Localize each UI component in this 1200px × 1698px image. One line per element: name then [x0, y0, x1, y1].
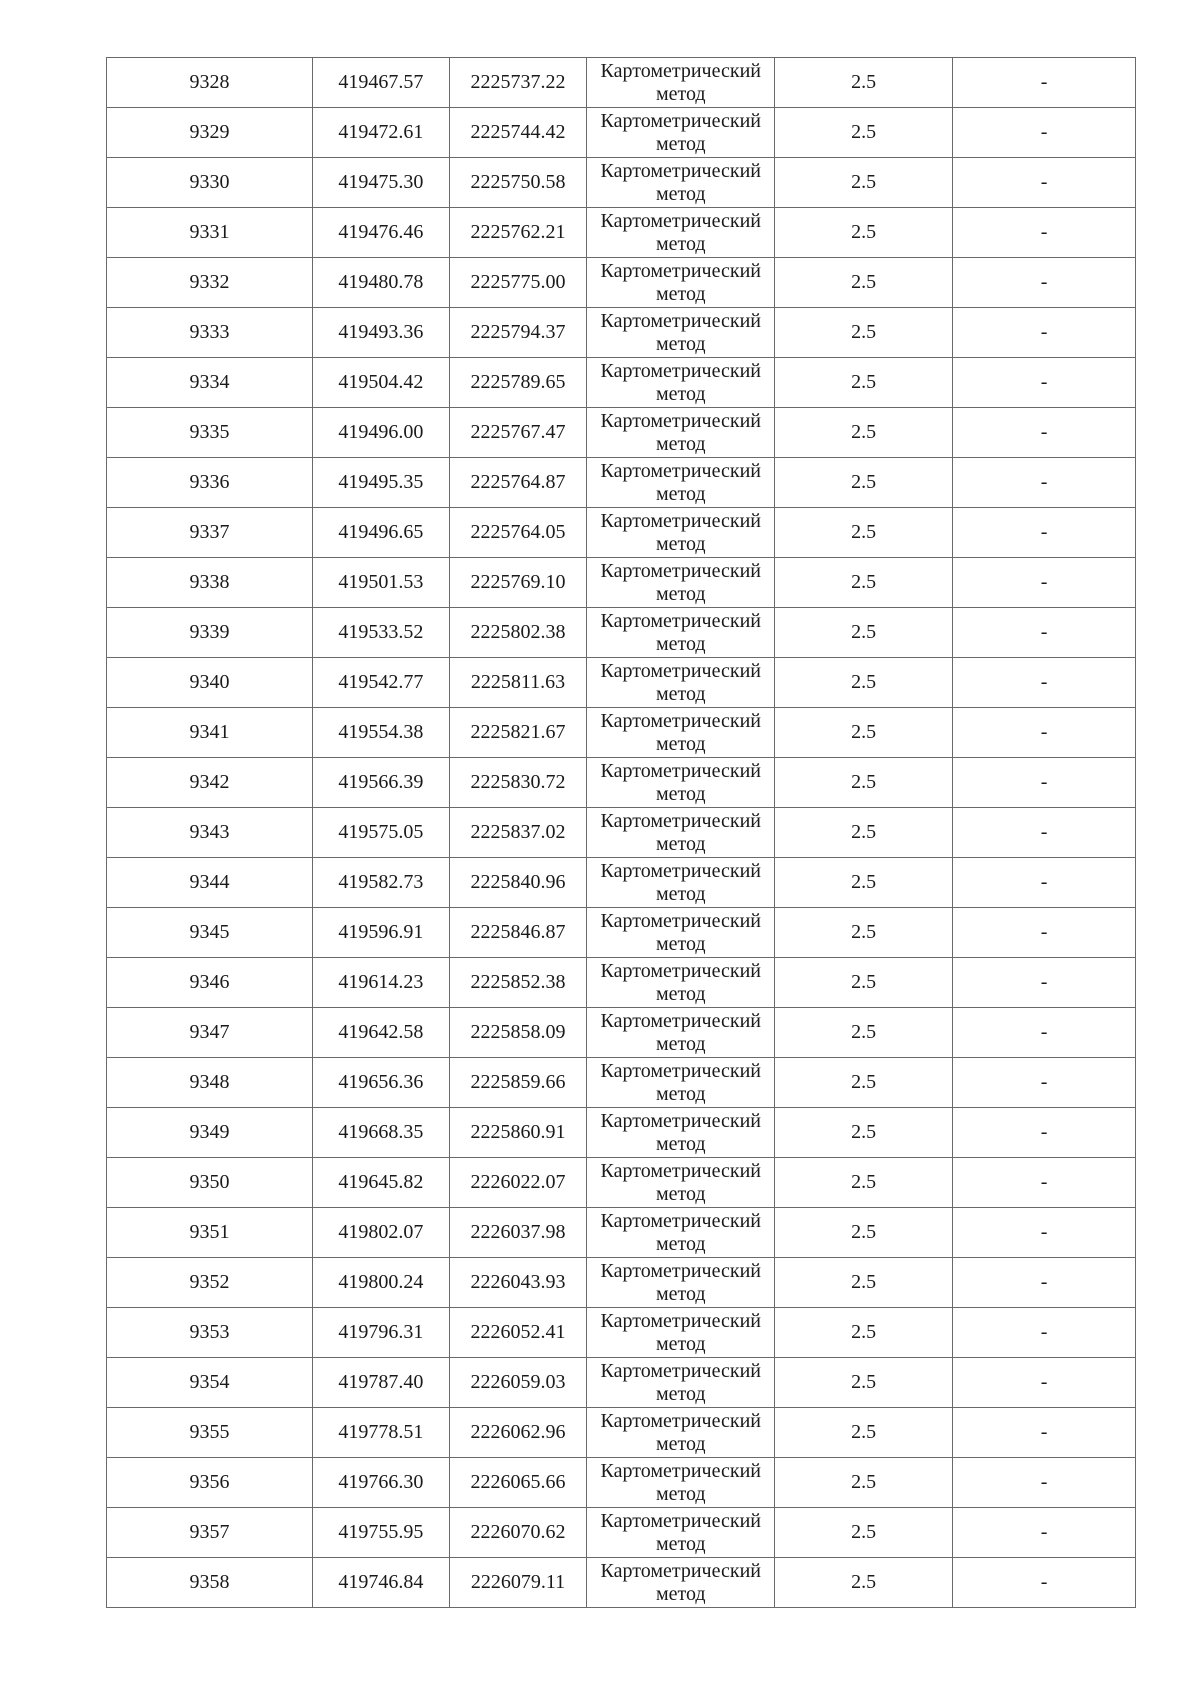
method-line-2: метод [655, 1332, 706, 1355]
note-cell: - [953, 1258, 1136, 1308]
y-coordinate-cell: 2226059.03 [449, 1358, 587, 1408]
x-coordinate-cell: 419656.36 [313, 1058, 450, 1108]
table-row [107, 458, 1136, 508]
method-line-2: метод [655, 382, 706, 405]
point-number-cell: 9358 [107, 1558, 313, 1608]
method-line-1: Картометрический [600, 1559, 761, 1582]
y-coordinate-cell: 2225764.05 [449, 508, 587, 558]
note-cell: - [953, 1408, 1136, 1458]
note-cell: - [953, 1508, 1136, 1558]
accuracy-cell: 2.5 [775, 608, 953, 658]
method-line-2: метод [655, 782, 706, 805]
note-cell: - [953, 908, 1136, 958]
x-coordinate-cell: 419796.31 [313, 1308, 450, 1358]
point-number-cell: 9333 [107, 308, 313, 358]
method-line-2: метод [655, 132, 706, 155]
method-line-1: Картометрический [600, 909, 761, 932]
table-row [107, 658, 1136, 708]
method-line-2: метод [655, 182, 706, 205]
y-coordinate-cell: 2225821.67 [449, 708, 587, 758]
point-number-cell: 9349 [107, 1108, 313, 1158]
method-line-1: Картометрический [600, 1359, 761, 1382]
point-number-cell: 9331 [107, 208, 313, 258]
y-coordinate-cell: 2225744.42 [449, 108, 587, 158]
method-cell [587, 1208, 775, 1258]
method-line-2: метод [655, 832, 706, 855]
accuracy-cell: 2.5 [775, 808, 953, 858]
accuracy-cell: 2.5 [775, 858, 953, 908]
x-coordinate-cell: 419493.36 [313, 308, 450, 358]
method-line-2: метод [655, 1182, 706, 1205]
method-line-2: метод [655, 1032, 706, 1055]
table-row [107, 158, 1136, 208]
method-line-1: Картометрический [600, 559, 761, 582]
x-coordinate-cell: 419645.82 [313, 1158, 450, 1208]
method-cell [587, 1308, 775, 1358]
accuracy-cell: 2.5 [775, 258, 953, 308]
y-coordinate-cell: 2226052.41 [449, 1308, 587, 1358]
accuracy-cell: 2.5 [775, 308, 953, 358]
accuracy-cell: 2.5 [775, 1058, 953, 1108]
note-cell: - [953, 258, 1136, 308]
method-line-2: метод [655, 432, 706, 455]
method-cell [587, 1058, 775, 1108]
y-coordinate-cell: 2225767.47 [449, 408, 587, 458]
point-number-cell: 9337 [107, 508, 313, 558]
method-line-2: метод [655, 1582, 706, 1605]
point-number-cell: 9345 [107, 908, 313, 958]
method-line-1: Картометрический [600, 109, 761, 132]
note-cell: - [953, 1158, 1136, 1208]
y-coordinate-cell: 2225750.58 [449, 158, 587, 208]
accuracy-cell: 2.5 [775, 108, 953, 158]
method-line-2: метод [655, 1482, 706, 1505]
method-line-1: Картометрический [600, 1259, 761, 1282]
method-line-2: метод [655, 682, 706, 705]
point-number-cell: 9353 [107, 1308, 313, 1358]
point-number-cell: 9335 [107, 408, 313, 458]
point-number-cell: 9329 [107, 108, 313, 158]
point-number-cell: 9339 [107, 608, 313, 658]
table-row [107, 558, 1136, 608]
y-coordinate-cell: 2226070.62 [449, 1508, 587, 1558]
note-cell: - [953, 1008, 1136, 1058]
y-coordinate-cell: 2225840.96 [449, 858, 587, 908]
table-row [107, 1258, 1136, 1308]
method-line-1: Картометрический [600, 1459, 761, 1482]
method-line-2: метод [655, 82, 706, 105]
point-number-cell: 9347 [107, 1008, 313, 1058]
method-line-2: метод [655, 1082, 706, 1105]
note-cell: - [953, 1108, 1136, 1158]
method-cell [587, 158, 775, 208]
method-cell [587, 1508, 775, 1558]
method-cell [587, 858, 775, 908]
point-number-cell: 9343 [107, 808, 313, 858]
table-row [107, 1358, 1136, 1408]
x-coordinate-cell: 419778.51 [313, 1408, 450, 1458]
method-cell [587, 1108, 775, 1158]
x-coordinate-cell: 419501.53 [313, 558, 450, 608]
point-number-cell: 9350 [107, 1158, 313, 1208]
x-coordinate-cell: 419566.39 [313, 758, 450, 808]
coordinates-table [106, 57, 1136, 1608]
x-coordinate-cell: 419472.61 [313, 108, 450, 158]
method-cell [587, 308, 775, 358]
accuracy-cell: 2.5 [775, 1108, 953, 1158]
y-coordinate-cell: 2226065.66 [449, 1458, 587, 1508]
method-line-2: метод [655, 1132, 706, 1155]
accuracy-cell: 2.5 [775, 58, 953, 108]
method-line-1: Картометрический [600, 259, 761, 282]
method-cell [587, 408, 775, 458]
method-cell [587, 358, 775, 408]
point-number-cell: 9354 [107, 1358, 313, 1408]
x-coordinate-cell: 419746.84 [313, 1558, 450, 1608]
point-number-cell: 9355 [107, 1408, 313, 1458]
method-cell [587, 558, 775, 608]
y-coordinate-cell: 2226043.93 [449, 1258, 587, 1308]
method-cell [587, 808, 775, 858]
method-line-1: Картометрический [600, 959, 761, 982]
accuracy-cell: 2.5 [775, 908, 953, 958]
y-coordinate-cell: 2225852.38 [449, 958, 587, 1008]
method-cell [587, 708, 775, 758]
accuracy-cell: 2.5 [775, 358, 953, 408]
method-cell [587, 58, 775, 108]
point-number-cell: 9341 [107, 708, 313, 758]
method-line-1: Картометрический [600, 1009, 761, 1032]
method-line-1: Картометрический [600, 1109, 761, 1132]
point-number-cell: 9340 [107, 658, 313, 708]
y-coordinate-cell: 2226022.07 [449, 1158, 587, 1208]
method-line-1: Картометрический [600, 1159, 761, 1182]
point-number-cell: 9357 [107, 1508, 313, 1558]
method-line-2: метод [655, 882, 706, 905]
method-line-1: Картометрический [600, 409, 761, 432]
point-number-cell: 9344 [107, 858, 313, 908]
table-row [107, 508, 1136, 558]
note-cell: - [953, 1458, 1136, 1508]
y-coordinate-cell: 2225737.22 [449, 58, 587, 108]
note-cell: - [953, 1358, 1136, 1408]
table-row [107, 958, 1136, 1008]
accuracy-cell: 2.5 [775, 408, 953, 458]
y-coordinate-cell: 2225859.66 [449, 1058, 587, 1108]
method-line-1: Картометрический [600, 309, 761, 332]
point-number-cell: 9352 [107, 1258, 313, 1308]
method-line-1: Картометрический [600, 809, 761, 832]
method-line-1: Картометрический [600, 759, 761, 782]
method-line-2: метод [655, 1432, 706, 1455]
accuracy-cell: 2.5 [775, 508, 953, 558]
y-coordinate-cell: 2226062.96 [449, 1408, 587, 1458]
method-cell [587, 508, 775, 558]
table-row [107, 1208, 1136, 1258]
method-line-1: Картометрический [600, 159, 761, 182]
method-line-2: метод [655, 1532, 706, 1555]
x-coordinate-cell: 419802.07 [313, 1208, 450, 1258]
method-line-1: Картометрический [600, 1309, 761, 1332]
method-line-2: метод [655, 332, 706, 355]
note-cell: - [953, 808, 1136, 858]
method-line-1: Картометрический [600, 1409, 761, 1432]
accuracy-cell: 2.5 [775, 1358, 953, 1408]
table-row [107, 808, 1136, 858]
table-row [107, 1508, 1136, 1558]
accuracy-cell: 2.5 [775, 208, 953, 258]
method-line-1: Картометрический [600, 59, 761, 82]
table-row [107, 1108, 1136, 1158]
y-coordinate-cell: 2225762.21 [449, 208, 587, 258]
note-cell: - [953, 408, 1136, 458]
x-coordinate-cell: 419787.40 [313, 1358, 450, 1408]
note-cell: - [953, 208, 1136, 258]
method-line-1: Картометрический [600, 709, 761, 732]
x-coordinate-cell: 419542.77 [313, 658, 450, 708]
note-cell: - [953, 1308, 1136, 1358]
note-cell: - [953, 308, 1136, 358]
note-cell: - [953, 158, 1136, 208]
point-number-cell: 9348 [107, 1058, 313, 1108]
table-row [107, 858, 1136, 908]
method-cell [587, 1258, 775, 1308]
x-coordinate-cell: 419668.35 [313, 1108, 450, 1158]
table-row [107, 758, 1136, 808]
y-coordinate-cell: 2225789.65 [449, 358, 587, 408]
x-coordinate-cell: 419596.91 [313, 908, 450, 958]
note-cell: - [953, 1208, 1136, 1258]
method-line-1: Картометрический [600, 1209, 761, 1232]
x-coordinate-cell: 419467.57 [313, 58, 450, 108]
accuracy-cell: 2.5 [775, 1258, 953, 1308]
note-cell: - [953, 858, 1136, 908]
method-cell [587, 208, 775, 258]
accuracy-cell: 2.5 [775, 558, 953, 608]
table-row [107, 1058, 1136, 1108]
accuracy-cell: 2.5 [775, 1208, 953, 1258]
y-coordinate-cell: 2225837.02 [449, 808, 587, 858]
method-line-1: Картометрический [600, 659, 761, 682]
method-line-1: Картометрический [600, 1059, 761, 1082]
point-number-cell: 9330 [107, 158, 313, 208]
accuracy-cell: 2.5 [775, 1308, 953, 1358]
method-line-2: метод [655, 582, 706, 605]
accuracy-cell: 2.5 [775, 1458, 953, 1508]
table-row [107, 708, 1136, 758]
method-line-2: метод [655, 482, 706, 505]
table-row [107, 108, 1136, 158]
method-cell [587, 1358, 775, 1408]
accuracy-cell: 2.5 [775, 658, 953, 708]
point-number-cell: 9351 [107, 1208, 313, 1258]
y-coordinate-cell: 2226079.11 [449, 1558, 587, 1608]
x-coordinate-cell: 419480.78 [313, 258, 450, 308]
x-coordinate-cell: 419475.30 [313, 158, 450, 208]
x-coordinate-cell: 419496.00 [313, 408, 450, 458]
note-cell: - [953, 658, 1136, 708]
point-number-cell: 9356 [107, 1458, 313, 1508]
accuracy-cell: 2.5 [775, 1158, 953, 1208]
method-cell [587, 258, 775, 308]
accuracy-cell: 2.5 [775, 1008, 953, 1058]
y-coordinate-cell: 2225858.09 [449, 1008, 587, 1058]
table-row [107, 1008, 1136, 1058]
method-line-2: метод [655, 982, 706, 1005]
method-line-2: метод [655, 932, 706, 955]
x-coordinate-cell: 419575.05 [313, 808, 450, 858]
method-cell [587, 758, 775, 808]
table-row [107, 208, 1136, 258]
x-coordinate-cell: 419642.58 [313, 1008, 450, 1058]
x-coordinate-cell: 419800.24 [313, 1258, 450, 1308]
method-line-2: метод [655, 232, 706, 255]
note-cell: - [953, 558, 1136, 608]
method-line-2: метод [655, 1282, 706, 1305]
table-row [107, 1408, 1136, 1458]
method-line-1: Картометрический [600, 459, 761, 482]
method-line-1: Картометрический [600, 509, 761, 532]
accuracy-cell: 2.5 [775, 758, 953, 808]
accuracy-cell: 2.5 [775, 1558, 953, 1608]
y-coordinate-cell: 2225794.37 [449, 308, 587, 358]
note-cell: - [953, 608, 1136, 658]
method-line-2: метод [655, 632, 706, 655]
note-cell: - [953, 708, 1136, 758]
method-line-1: Картометрический [600, 1509, 761, 1532]
method-line-2: метод [655, 732, 706, 755]
method-cell [587, 1458, 775, 1508]
table-body [107, 58, 1136, 1608]
accuracy-cell: 2.5 [775, 1508, 953, 1558]
x-coordinate-cell: 419755.95 [313, 1508, 450, 1558]
y-coordinate-cell: 2225764.87 [449, 458, 587, 508]
y-coordinate-cell: 2225775.00 [449, 258, 587, 308]
x-coordinate-cell: 419582.73 [313, 858, 450, 908]
method-cell [587, 958, 775, 1008]
point-number-cell: 9342 [107, 758, 313, 808]
method-line-2: метод [655, 1232, 706, 1255]
method-cell [587, 1408, 775, 1458]
x-coordinate-cell: 419554.38 [313, 708, 450, 758]
point-number-cell: 9338 [107, 558, 313, 608]
accuracy-cell: 2.5 [775, 1408, 953, 1458]
point-number-cell: 9336 [107, 458, 313, 508]
x-coordinate-cell: 419476.46 [313, 208, 450, 258]
method-line-1: Картометрический [600, 209, 761, 232]
x-coordinate-cell: 419496.65 [313, 508, 450, 558]
x-coordinate-cell: 419766.30 [313, 1458, 450, 1508]
method-line-2: метод [655, 282, 706, 305]
y-coordinate-cell: 2225846.87 [449, 908, 587, 958]
x-coordinate-cell: 419495.35 [313, 458, 450, 508]
point-number-cell: 9346 [107, 958, 313, 1008]
table-row [107, 408, 1136, 458]
method-cell [587, 108, 775, 158]
method-cell [587, 608, 775, 658]
table-row [107, 1458, 1136, 1508]
table-row [107, 908, 1136, 958]
table-row [107, 1308, 1136, 1358]
y-coordinate-cell: 2225830.72 [449, 758, 587, 808]
table-row [107, 1558, 1136, 1608]
method-line-1: Картометрический [600, 859, 761, 882]
note-cell: - [953, 358, 1136, 408]
table-row [107, 258, 1136, 308]
accuracy-cell: 2.5 [775, 708, 953, 758]
accuracy-cell: 2.5 [775, 158, 953, 208]
point-number-cell: 9332 [107, 258, 313, 308]
method-cell [587, 658, 775, 708]
x-coordinate-cell: 419504.42 [313, 358, 450, 408]
table-row [107, 58, 1136, 108]
note-cell: - [953, 958, 1136, 1008]
method-cell [587, 1158, 775, 1208]
method-line-2: метод [655, 532, 706, 555]
table-row [107, 308, 1136, 358]
y-coordinate-cell: 2225860.91 [449, 1108, 587, 1158]
y-coordinate-cell: 2225769.10 [449, 558, 587, 608]
point-number-cell: 9334 [107, 358, 313, 408]
table-row [107, 358, 1136, 408]
method-cell [587, 1558, 775, 1608]
method-cell [587, 458, 775, 508]
accuracy-cell: 2.5 [775, 958, 953, 1008]
method-cell [587, 908, 775, 958]
x-coordinate-cell: 419533.52 [313, 608, 450, 658]
method-line-1: Картометрический [600, 609, 761, 632]
note-cell: - [953, 1558, 1136, 1608]
y-coordinate-cell: 2225802.38 [449, 608, 587, 658]
note-cell: - [953, 758, 1136, 808]
y-coordinate-cell: 2226037.98 [449, 1208, 587, 1258]
method-line-1: Картометрический [600, 359, 761, 382]
method-cell [587, 1008, 775, 1058]
point-number-cell: 9328 [107, 58, 313, 108]
note-cell: - [953, 458, 1136, 508]
accuracy-cell: 2.5 [775, 458, 953, 508]
x-coordinate-cell: 419614.23 [313, 958, 450, 1008]
note-cell: - [953, 1058, 1136, 1108]
note-cell: - [953, 508, 1136, 558]
note-cell: - [953, 58, 1136, 108]
note-cell: - [953, 108, 1136, 158]
method-line-2: метод [655, 1382, 706, 1405]
table-row [107, 1158, 1136, 1208]
table-row [107, 608, 1136, 658]
y-coordinate-cell: 2225811.63 [449, 658, 587, 708]
